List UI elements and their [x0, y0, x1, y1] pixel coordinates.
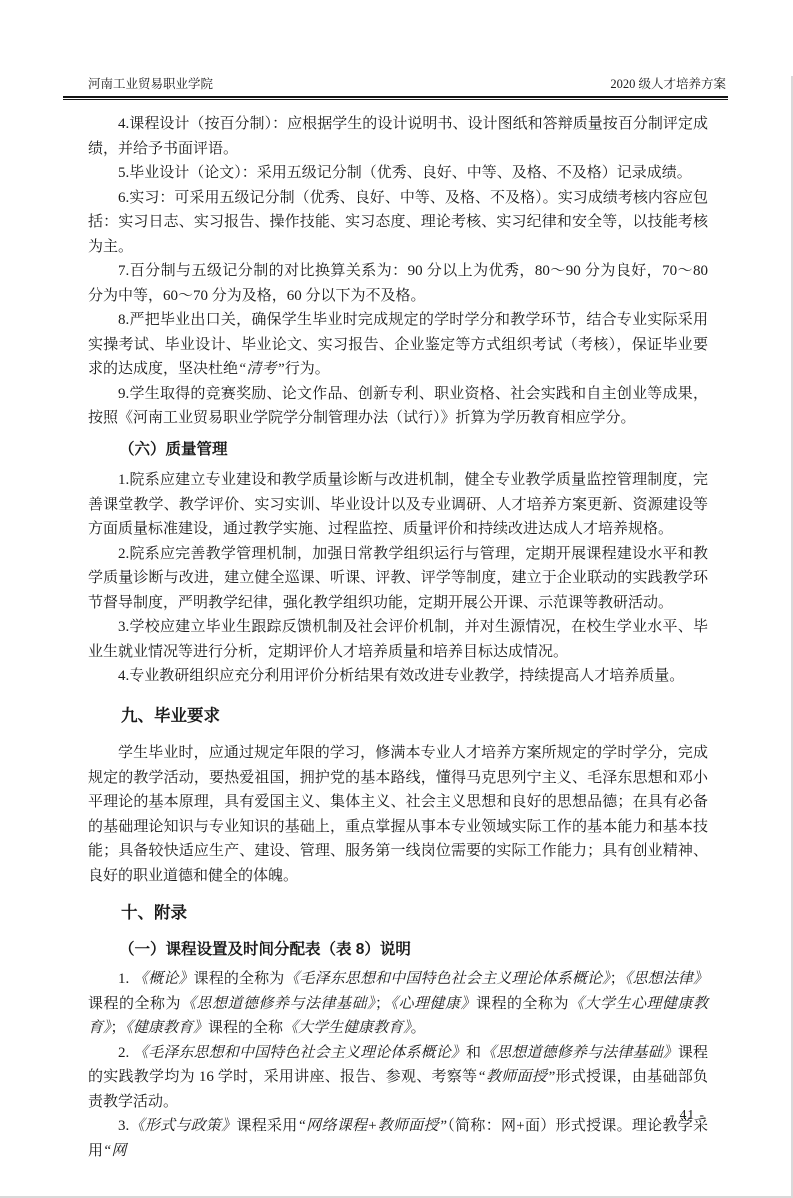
- text-run: 形式授课，由基础部负责教学活动。: [88, 1069, 708, 1110]
- text-run: ；: [110, 1020, 126, 1036]
- text-run: 8.严把毕业出口关，确保学生毕业时完成规定的学时学分和教学环节，结合专业实际采用实操考试、毕业设计、毕业论文、实习报告、企业鉴定等方式组织考试（考核），保证毕业要求的达成度，坚决杜绝: [88, 312, 708, 377]
- book-title: 《形式与政策》: [129, 1118, 237, 1134]
- quoted-term: “清考”: [238, 361, 285, 377]
- paragraph-note-2: [88, 1041, 708, 1115]
- quoted-term: “教师面授”: [477, 1069, 556, 1085]
- heading-appendix: 十、附录: [121, 904, 187, 922]
- text-run: 课程的全称为: [88, 995, 181, 1012]
- quoted-term: “网络课程+教师面授”: [297, 1118, 448, 1134]
- paragraph-note-1: [88, 967, 708, 1041]
- header-doc-title: 2020 级人才培养方案: [610, 77, 726, 91]
- page-number: - 41 -: [669, 1107, 705, 1122]
- document-body: [88, 112, 708, 1163]
- paragraph-internship-grading: 6.实习：可采用五级记分制（优秀、良好、中等、及格、不及格）。实习成绩考核内容应包括：实习日志、实习报告、操作技能、实习态度、理论考核、实习纪律和安全等，以技能考核为主。: [88, 189, 708, 255]
- book-title: 《心理健康》: [390, 995, 476, 1012]
- book-title: 《大学生心理健康教育》: [88, 995, 708, 1036]
- book-title: 《大学生健康教育》: [283, 1020, 411, 1036]
- text-run: 。: [410, 1020, 426, 1036]
- text-run: 和: [466, 1044, 482, 1061]
- text-run: 课程的全称为: [475, 995, 569, 1012]
- text-run: 课程的全称为: [193, 971, 285, 987]
- book-title: 《毛泽东思想和中国特色社会主义理论体系概论》: [284, 971, 610, 987]
- paragraph-quality-1: 1.院系应建立专业建设和教学质量诊断与改进机制，健全专业教学质量监控管理制度，完善课堂教学、教学评价、实习实训、毕业设计以及专业调研、人才培养方案更新、资源建设等方面质量标准建设，通过教学实施、过程监控、质量评价和持续改进达成人才培养规格。: [88, 472, 708, 537]
- paragraph-score-conversion: 7.百分制与五级记分制的对比换算关系为：90 分以上为优秀，80～90 分为良好，70～80 分为中等，60～70 分为及格，60 分以下为不及格。: [88, 263, 708, 304]
- paragraph-quality-4: 4.专业教研组织应充分利用评价分析结果有效改进专业教学，持续提高人才培养质量。: [118, 668, 685, 684]
- paragraph-quality-2: 2.院系应完善教学管理机制，加强日常教学组织运行与管理，定期开展课程建设水平和教学质量诊断与改进，建立健全巡课、听课、评教、评学等制度，建立于企业联动的实践教学环节督导制度，严明教学纪律，强化教学组织功能，定期开展公开课、示范课等教研活动。: [88, 545, 708, 611]
- header-school-name: 河南工业贸易职业学院: [88, 77, 214, 91]
- text-run: 1.: [118, 971, 134, 987]
- heading-course-table-notes: （一）课程设置及时间分配表（表 8）说明: [119, 940, 411, 958]
- text-run: 3.: [118, 1118, 130, 1134]
- book-title: 《概论》: [133, 971, 194, 987]
- book-title: 《健康教育》: [125, 1020, 209, 1036]
- text-run: （简称：网+面）形式授课。理论教学采用: [88, 1118, 708, 1159]
- book-title: 《思想道德修养与法律基础》: [481, 1044, 678, 1061]
- text-run: 行为。: [284, 361, 330, 377]
- quoted-term: “网: [103, 1142, 127, 1159]
- header-rule: [63, 96, 728, 100]
- paragraph-note-3: [88, 1114, 708, 1163]
- paragraph-quality-3: 3.学校应建立毕业生跟踪反馈机制及社会评价机制，并对生源情况，在校生学业水平、毕业生就业情况等进行分析，定期评价人才培养质量和培养目标达成情况。: [88, 619, 708, 660]
- book-title: 《思想道德修养与法律基础》: [181, 995, 375, 1012]
- paragraph-graduation-requirements: 学生毕业时，应通过规定年限的学习，修满本专业人才培养方案所规定的学时学分，完成规定的教学活动，要热爱祖国，拥护党的基本路线，懂得马克思列宁主义、毛泽东思想和邓小平理论的基本原理，具有爱国主义、集体主义、社会主义思想和良好的思想品德；在具有必备的基础理论知识与专业知识的基础上，重点掌握从事本专业领域实际工作的基本能力和基本技能；具备较快适应生产、建设、管理、服务第一线岗位需要的实际工作能力；具有创业精神、良好的职业道德和健全的体魄。: [88, 745, 708, 884]
- text-run: 2.: [118, 1044, 134, 1061]
- page-footer: [670, 1107, 705, 1123]
- text-run: 课程采用: [236, 1118, 298, 1134]
- text-run: ；: [374, 995, 390, 1012]
- heading-quality-management: （六）质量管理: [119, 440, 228, 458]
- paragraph-achievement-credits: 9.学生取得的竞赛奖励、论文作品、创新专利、职业资格、社会实践和自主创业等成果，按照《河南工业贸易职业学院学分制管理办法（试行）》折算为学历教育相应学分。: [88, 385, 708, 426]
- paragraph-thesis-grading: 5.毕业设计（论文）：采用五级记分制（优秀、良好、中等、及格、不及格）记录成绩。: [118, 165, 692, 181]
- page-header: [63, 76, 728, 94]
- paragraph-graduation-gate: [88, 308, 708, 382]
- book-title: 《毛泽东思想和中国特色社会主义理论体系概论》: [133, 1044, 467, 1061]
- document-page: [0, 76, 793, 1198]
- text-run: 课程的实践教学均为 16 学时，采用讲座、报告、参观、考察等: [88, 1044, 708, 1085]
- paragraph-course-design-grading: 4.课程设计（按百分制）：应根据学生的设计说明书、设计图纸和答辩质量按百分制评定成绩，并给予书面评语。: [88, 116, 708, 157]
- text-run: ；: [609, 971, 625, 987]
- text-run: 课程的全称: [208, 1020, 284, 1036]
- heading-graduation-requirements: 九、毕业要求: [121, 706, 220, 725]
- book-title: 《思想法律》: [624, 971, 708, 987]
